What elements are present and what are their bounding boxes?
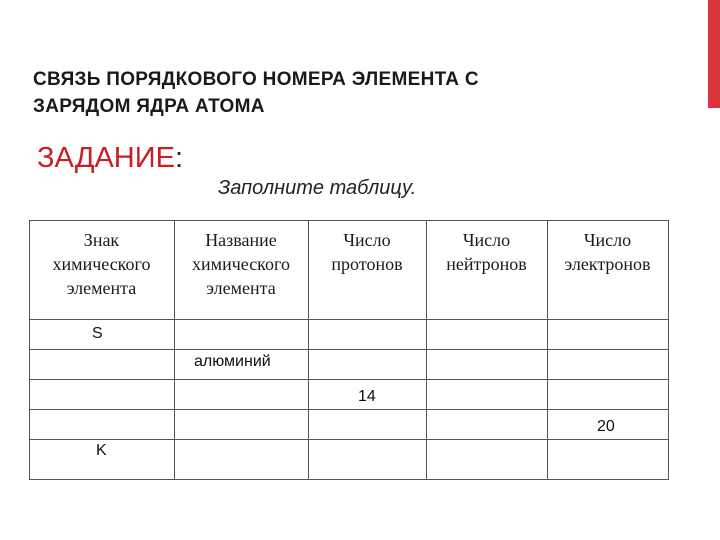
header-text: химического	[192, 254, 290, 274]
table-border-top	[29, 220, 669, 221]
task-heading	[37, 141, 183, 175]
header-neutrons	[426, 228, 547, 276]
header-text: протонов	[331, 254, 403, 274]
task-word: ЗАДАНИЕ	[37, 142, 175, 174]
accent-bar	[708, 0, 720, 108]
title-line-2: ЗАРЯДОМ ЯДРА АТОМА	[33, 96, 265, 117]
header-name	[174, 228, 308, 300]
title-line-1: СВЯЗЬ ПОРЯДКОВОГО НОМЕРА ЭЛЕМЕНТА С	[33, 69, 479, 90]
table-row-line	[29, 379, 669, 380]
header-text: элемента	[206, 278, 276, 298]
slide-title	[33, 66, 693, 120]
table-row-line	[29, 319, 669, 320]
task-colon: :	[174, 142, 183, 174]
elements-table	[29, 220, 669, 480]
cell-name-aluminium[interactable]: алюминий	[194, 353, 271, 370]
table-row-line	[29, 409, 669, 410]
header-text: Знак	[83, 230, 120, 250]
cell-symbol-sulfur[interactable]: S	[92, 325, 103, 342]
cell-electrons-20[interactable]: 20	[597, 418, 615, 435]
cell-symbol-potassium[interactable]: K	[96, 442, 107, 459]
table-border-bottom	[29, 479, 669, 480]
header-text: Название	[205, 230, 277, 250]
header-electrons	[547, 228, 668, 276]
header-text: химического	[52, 254, 151, 274]
header-text: Число	[583, 230, 632, 250]
header-text: Число	[343, 230, 391, 250]
cell-protons-14[interactable]: 14	[358, 388, 376, 405]
header-protons	[308, 228, 426, 276]
table-row-line	[29, 439, 669, 440]
header-symbol	[29, 228, 174, 300]
instruction-text: Заполните таблицу.	[218, 177, 417, 199]
header-text: электронов	[564, 254, 651, 274]
table-row-line	[29, 349, 669, 350]
header-text: Число	[462, 230, 511, 250]
header-text: элемента	[66, 278, 137, 298]
header-text: нейтронов	[446, 254, 527, 274]
table-border-right	[668, 220, 669, 480]
